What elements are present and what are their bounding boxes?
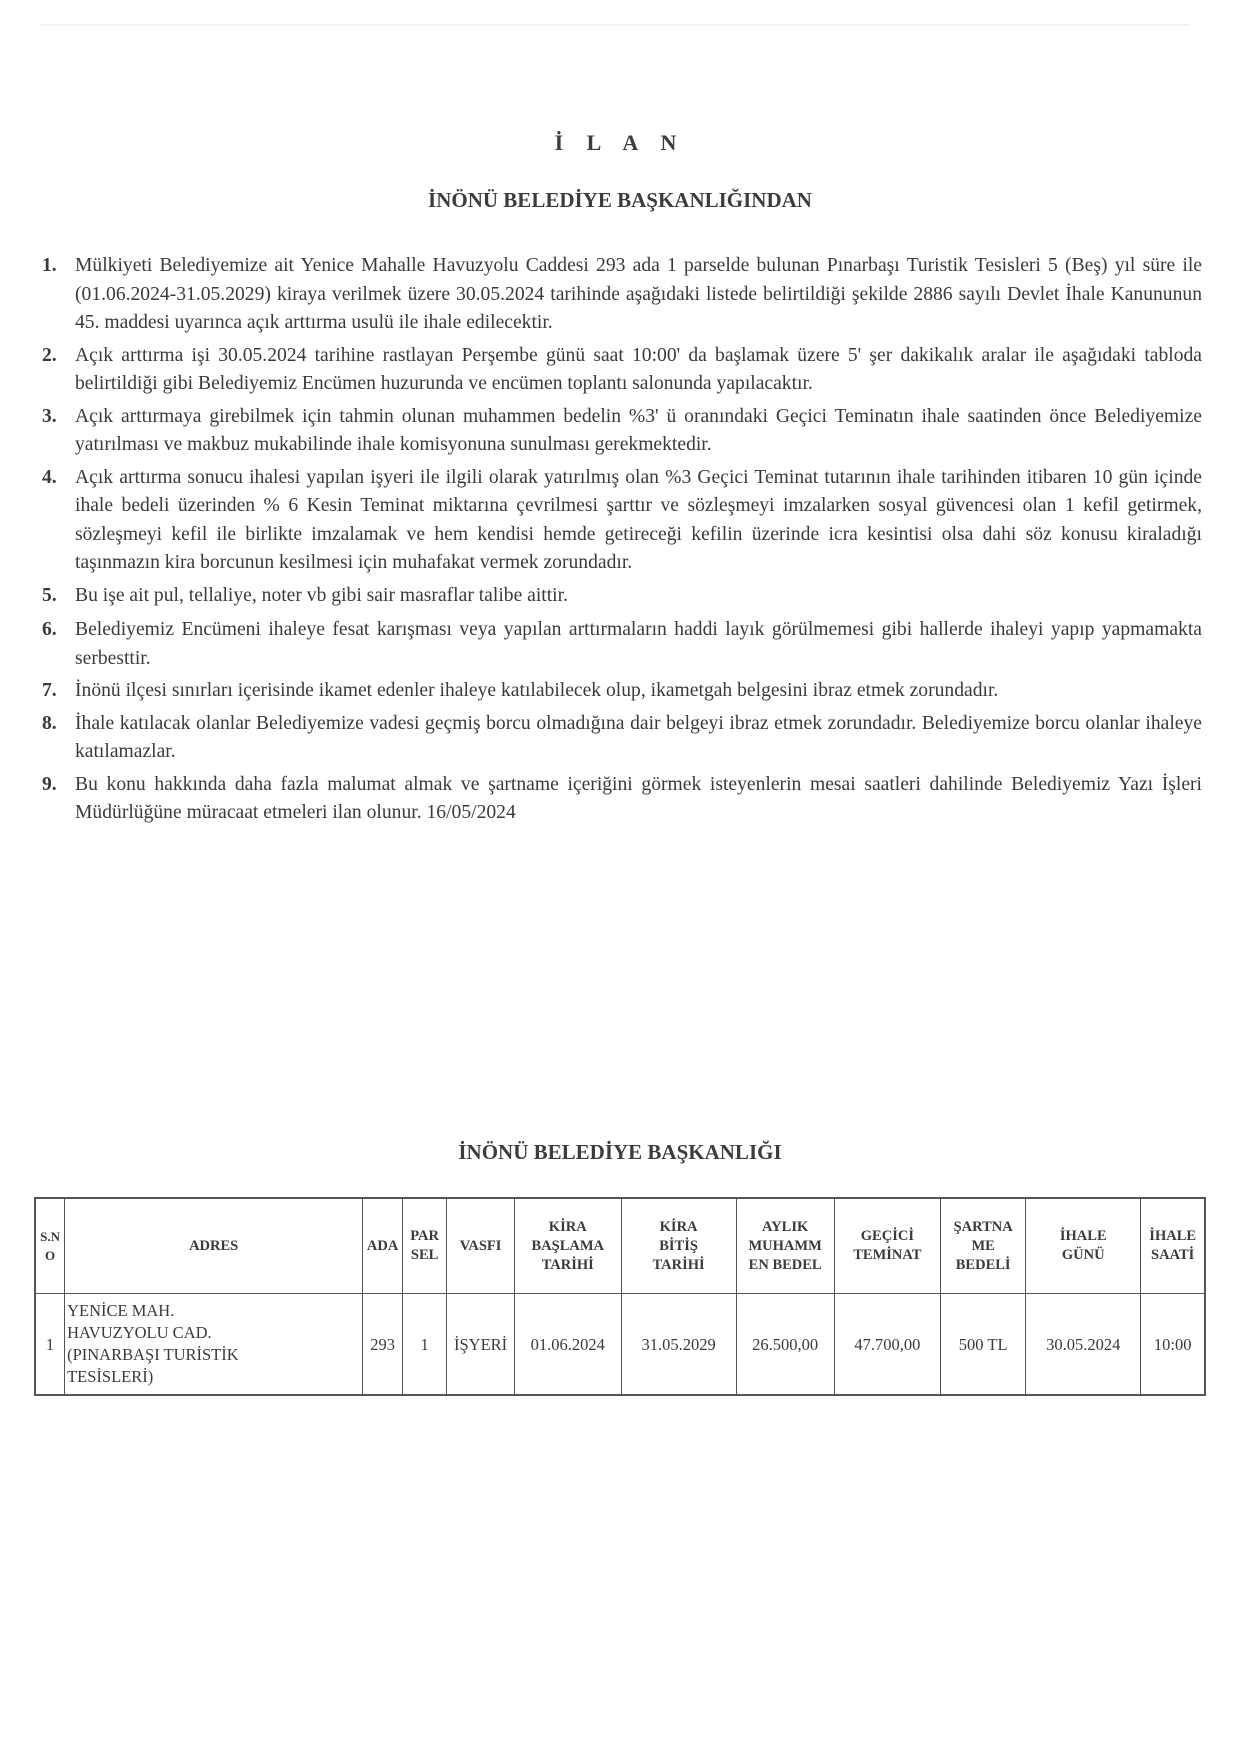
announcement-item-6 xyxy=(42,616,1202,673)
announcement-item-7 xyxy=(42,677,1202,706)
announcement-item-9 xyxy=(42,771,1202,828)
scan-edge-line xyxy=(40,24,1190,26)
item-text: Açık arttırmaya girebilmek için tahmin olunan muhammen bedelin %3' ü oranındaki Geçici Teminatın ihale saatinden önce Belediyemize yatırılması ve makbuz mukabilinde ihale komisyonuna sunulması gerekmektedir. xyxy=(75,405,1202,455)
item-text: Açık arttırma işi 30.05.2024 tarihine rastlayan Perşembe günü saat 10:00' da başlamak üzere 5' şer dakikalık aralar ile aşağıdaki tabloda belirtildiği gibi Belediyemiz Encümen huzurunda ve encümen toplantı salonunda yapılacaktır. xyxy=(75,344,1202,394)
item-number: 5. xyxy=(42,584,57,606)
cell-aylik-muhammen: 26.500,00 xyxy=(736,1294,834,1396)
header-ihale-gunu: İHALE GÜNÜ xyxy=(1026,1198,1141,1294)
cell-ada: 293 xyxy=(363,1294,403,1396)
header-gecici-teminat: GEÇİCİ TEMİNAT xyxy=(834,1198,941,1294)
cell-parsel: 1 xyxy=(403,1294,447,1396)
announcement-item-1 xyxy=(42,252,1202,338)
item-text: Bu işe ait pul, tellaliye, noter vb gibi sair masraflar talibe aittir. xyxy=(75,584,568,606)
header-adres: ADRES xyxy=(65,1198,363,1294)
table-title: İNÖNÜ BELEDİYE BAŞKANLIĞI xyxy=(458,1140,782,1164)
header-parsel: PAR SEL xyxy=(403,1198,447,1294)
item-text: İhale katılacak olanlar Belediyemize vadesi geçmiş borcu olmadığına dair belgeyi ibraz etmek zorundadır. Belediyemize borcu olanlar ihaleye katılamazlar. xyxy=(75,712,1202,762)
item-text: Belediyemiz Encümeni ihaleye fesat karışması veya yapılan arttırmaların haddi layık görülmemesi gibi hallerde ihaleyi yapıp yapmamakta serbesttir. xyxy=(75,619,1202,669)
issuer-heading: İNÖNÜ BELEDİYE BAŞKANLIĞINDAN xyxy=(428,188,812,212)
header-ihale-saati: İHALE SAATİ xyxy=(1141,1198,1205,1294)
item-number: 3. xyxy=(42,405,57,427)
cell-sartname-bedeli: 500 TL xyxy=(941,1294,1026,1396)
item-text: İnönü ilçesi sınırları içerisinde ikamet edenler ihaleye katılabilecek olup, ikametgah belgesini ibraz etmek zorundadır. xyxy=(75,680,999,701)
item-number: 8. xyxy=(42,712,57,734)
cell-sno: 1 xyxy=(35,1294,65,1396)
cell-ihale-saati: 10:00 xyxy=(1141,1294,1205,1396)
announcement-item-5 xyxy=(42,582,1202,611)
document-title: İ L A N xyxy=(554,130,686,155)
header-sartname-bedeli: ŞARTNA ME BEDELİ xyxy=(941,1198,1026,1294)
cell-vasfi: İŞYERİ xyxy=(447,1294,515,1396)
item-number: 6. xyxy=(42,619,57,640)
announcement-item-2 xyxy=(42,342,1202,399)
cell-gecici-teminat: 47.700,00 xyxy=(834,1294,941,1396)
table-row xyxy=(35,1294,1205,1396)
header-kira-bitis: KİRA BİTİŞ TARİHİ xyxy=(621,1198,736,1294)
item-number: 2. xyxy=(42,344,57,366)
cell-ihale-gunu: 30.05.2024 xyxy=(1026,1294,1141,1396)
item-number: 9. xyxy=(42,773,57,795)
announcement-item-3 xyxy=(42,403,1202,460)
item-number: 4. xyxy=(42,466,57,488)
header-vasfi: VASFI xyxy=(447,1198,515,1294)
announcement-items xyxy=(42,252,1202,832)
announcement-item-4 xyxy=(42,464,1202,578)
header-kira-baslama: KİRA BAŞLAMA TARİHİ xyxy=(514,1198,621,1294)
item-text: Mülkiyeti Belediyemize ait Yenice Mahalle Havuzyolu Caddesi 293 ada 1 parselde bulunan Pınarbaşı Turistik Tesisleri 5 (Beş) yıl süre ile (01.06.2024-31.05.2029) kiraya verilmek üzere 30.05.2024 tarihinde aşağıdaki listede belirtildiği şekilde 2886 sayılı Devlet İhale Kanununun 45. maddesi uyarınca açık arttırma usulü ile ihale edilecektir. xyxy=(75,255,1202,333)
header-sno: S.N O xyxy=(35,1198,65,1294)
item-text: Açık arttırma sonucu ihalesi yapılan işyeri ile ilgili olarak yatırılmış olan %3 Geçici Teminat tutarının ihale tarihinden itibaren 10 gün içinde ihale bedeli üzerinden % 6 Kesin Teminat miktarına çevrilmesi şarttır ve sözleşmeyi imzalarken sosyal güvencesi olan 1 kefil getirmek, sözleşmeyi kefil ile birlikte imzalamak ve hem kendisi hemde getireceği kefilin üzerinde icra kesintisi olsa dahi söz konusu kiraladığı taşınmazın kira borcunun kesilmesi için muhafakat vermek zorundadır. xyxy=(75,466,1202,573)
item-number: 1. xyxy=(42,255,57,276)
item-text: Bu konu hakkında daha fazla malumat almak ve şartname içeriğini görmek isteyenlerin mesai saatleri dahilinde Belediyemiz Yazı İşleri Müdürlüğüne müracaat etmeleri ilan olunur. 16/05/2024 xyxy=(75,773,1202,823)
announcement-item-8 xyxy=(42,710,1202,767)
cell-kira-baslama: 01.06.2024 xyxy=(514,1294,621,1396)
lease-table xyxy=(34,1197,1206,1396)
item-number: 7. xyxy=(42,680,57,701)
header-ada: ADA xyxy=(363,1198,403,1294)
cell-adres: YENİCE MAH. HAVUZYOLU CAD. (PINARBAŞI TURİSTİK TESİSLERİ) xyxy=(65,1294,363,1396)
cell-kira-bitis: 31.05.2029 xyxy=(621,1294,736,1396)
header-aylik-muhammen: AYLIK MUHAMM EN BEDEL xyxy=(736,1198,834,1294)
table-header-row xyxy=(35,1198,1205,1294)
